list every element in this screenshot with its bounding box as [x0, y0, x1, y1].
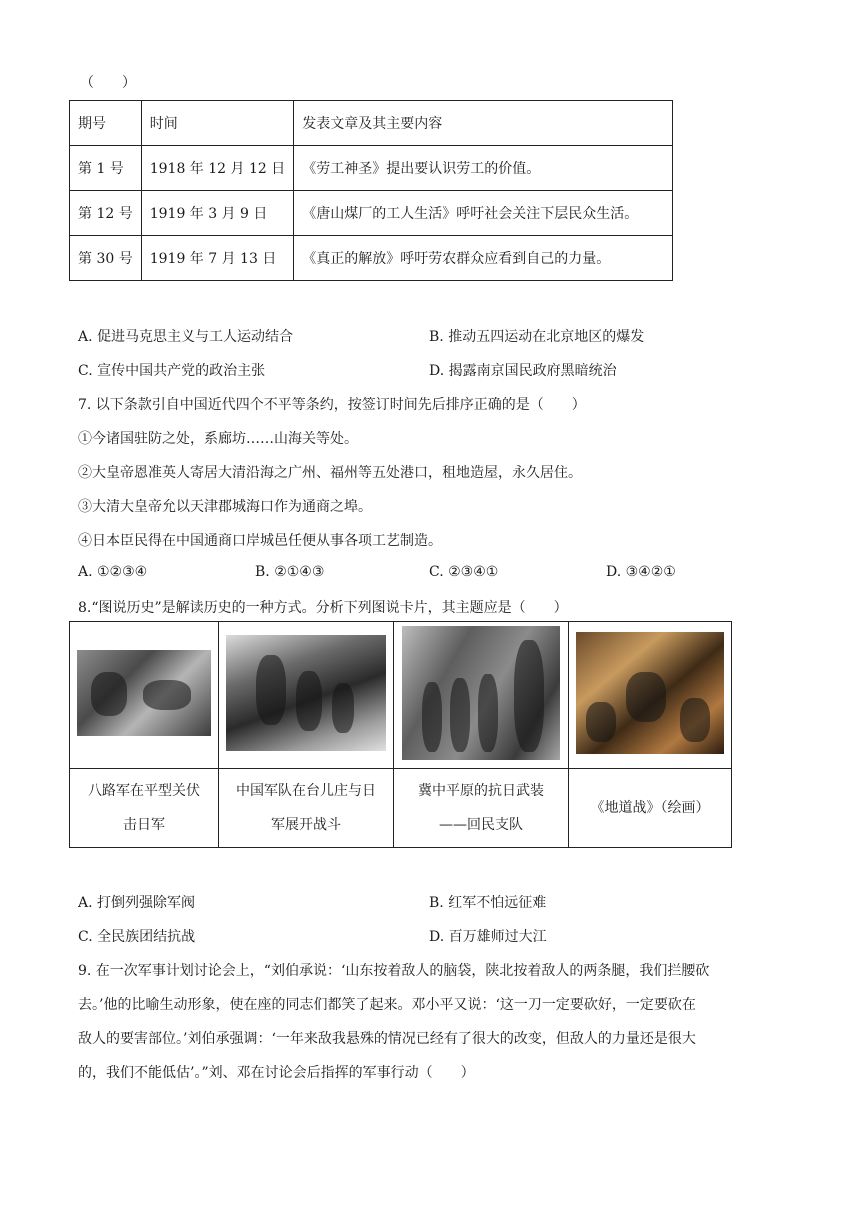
- table-cell: 第 30 号: [70, 236, 142, 281]
- table-cell: 1919 年 3 月 9 日: [141, 191, 294, 236]
- table-cell: 《劳工神圣》提出要认识劳工的价值。: [294, 146, 673, 191]
- caption-line: ——回民支队: [439, 817, 523, 833]
- caption-line: 军展开战斗: [271, 817, 341, 833]
- table-row: [70, 191, 673, 236]
- caption-line: 《地道战》（绘画）: [590, 800, 710, 816]
- header-cell: 期号: [70, 101, 142, 146]
- caption-cell: [569, 769, 732, 848]
- caption-line: 冀中平原的抗日武装: [418, 783, 544, 799]
- table-cell: 1919 年 7 月 13 日: [141, 236, 294, 281]
- table-header-row: [70, 101, 673, 146]
- caption-line: 中国军队在台儿庄与日: [236, 783, 376, 799]
- picture-cards-table: [69, 621, 732, 848]
- caption-line: 击日军: [123, 817, 165, 833]
- q7-item: ②大皇帝恩准英人寄居大清沿海之广州、福州等五处港口，租地造屋，永久居住。: [78, 465, 582, 481]
- caption-cell: [394, 769, 569, 848]
- q7-item: ④日本臣民得在中国通商口岸城邑任便从事各项工艺制造。: [78, 533, 442, 549]
- q8-option-d[interactable]: D. 百万雄师过大江: [429, 929, 547, 945]
- q7-option-d[interactable]: D. ③④②①: [606, 564, 676, 580]
- table-row: [70, 236, 673, 281]
- q8-option-b[interactable]: B. 红军不怕远征难: [429, 895, 547, 911]
- image-cell: [569, 622, 732, 769]
- q7-item: ①今诸国驻防之处，系廊坊……山海关等处。: [78, 431, 358, 447]
- image-cell: [70, 622, 219, 769]
- header-cell: 发表文章及其主要内容: [294, 101, 673, 146]
- soldiers-photo-icon: [226, 635, 386, 751]
- caption-row: [70, 769, 732, 848]
- table-cell: 第 1 号: [70, 146, 142, 191]
- caption-line: 八路军在平型关伏: [88, 783, 200, 799]
- battle-photo-icon: [77, 650, 211, 736]
- q8-option-a[interactable]: A. 打倒列强除军阀: [78, 895, 196, 911]
- q7-option-c[interactable]: C. ②③④①: [429, 564, 499, 580]
- q9-line: 去。’他的比喻生动形象，使在座的同志们都笑了起来。邓小平又说：‘这一刀一定要砍好，一定要砍在: [78, 997, 696, 1013]
- issue-table: [69, 100, 673, 281]
- table-row: [70, 146, 673, 191]
- q7-option-b[interactable]: B. ②①④③: [255, 564, 325, 580]
- q6-option-d[interactable]: D. 揭露南京国民政府黑暗统治: [429, 363, 617, 379]
- q9-line: 9. 在一次军事计划讨论会上，“刘伯承说：‘山东按着敌人的脑袋，陕北按着敌人的两条腿，我们拦腰砍: [78, 963, 710, 979]
- painting-icon: [576, 632, 724, 754]
- table-cell: 第 12 号: [70, 191, 142, 236]
- q6-option-b[interactable]: B. 推动五四运动在北京地区的爆发: [429, 329, 645, 345]
- q9-line: 的，我们不能低估’。”刘、邓在讨论会后指挥的军事行动（ ）: [78, 1065, 475, 1081]
- q6-option-a[interactable]: A. 促进马克思主义与工人运动结合: [78, 329, 294, 345]
- header-cell: 时间: [141, 101, 294, 146]
- image-cell: [219, 622, 394, 769]
- table-cell: 1918 年 12 月 12 日: [141, 146, 294, 191]
- answer-paren: （ ）: [80, 75, 136, 91]
- table-cell: 《唐山煤厂的工人生活》呼吁社会关注下层民众生活。: [294, 191, 673, 236]
- image-cell: [394, 622, 569, 769]
- q6-option-c[interactable]: C. 宣传中国共产党的政治主张: [78, 363, 266, 379]
- q7-stem: 7. 以下条款引自中国近代四个不平等条约，按签订时间先后排序正确的是（ ）: [78, 397, 586, 413]
- q8-stem: 8.“图说历史”是解读历史的一种方式。分析下列图说卡片，其主题应是（ ）: [78, 600, 568, 616]
- detachment-photo-icon: [402, 626, 560, 760]
- q8-option-c[interactable]: C. 全民族团结抗战: [78, 929, 196, 945]
- q7-item: ③大清大皇帝允以天津郡城海口作为通商之埠。: [78, 499, 372, 515]
- q7-option-a[interactable]: A. ①②③④: [78, 564, 148, 580]
- q9-line: 敌人的要害部位。’刘伯承强调：‘一年来敌我悬殊的情况已经有了很大的改变，但敌人的力量还是很大: [78, 1031, 696, 1047]
- table-cell: 《真正的解放》呼吁劳农群众应看到自己的力量。: [294, 236, 673, 281]
- image-row: [70, 622, 732, 769]
- caption-cell: [70, 769, 219, 848]
- caption-cell: [219, 769, 394, 848]
